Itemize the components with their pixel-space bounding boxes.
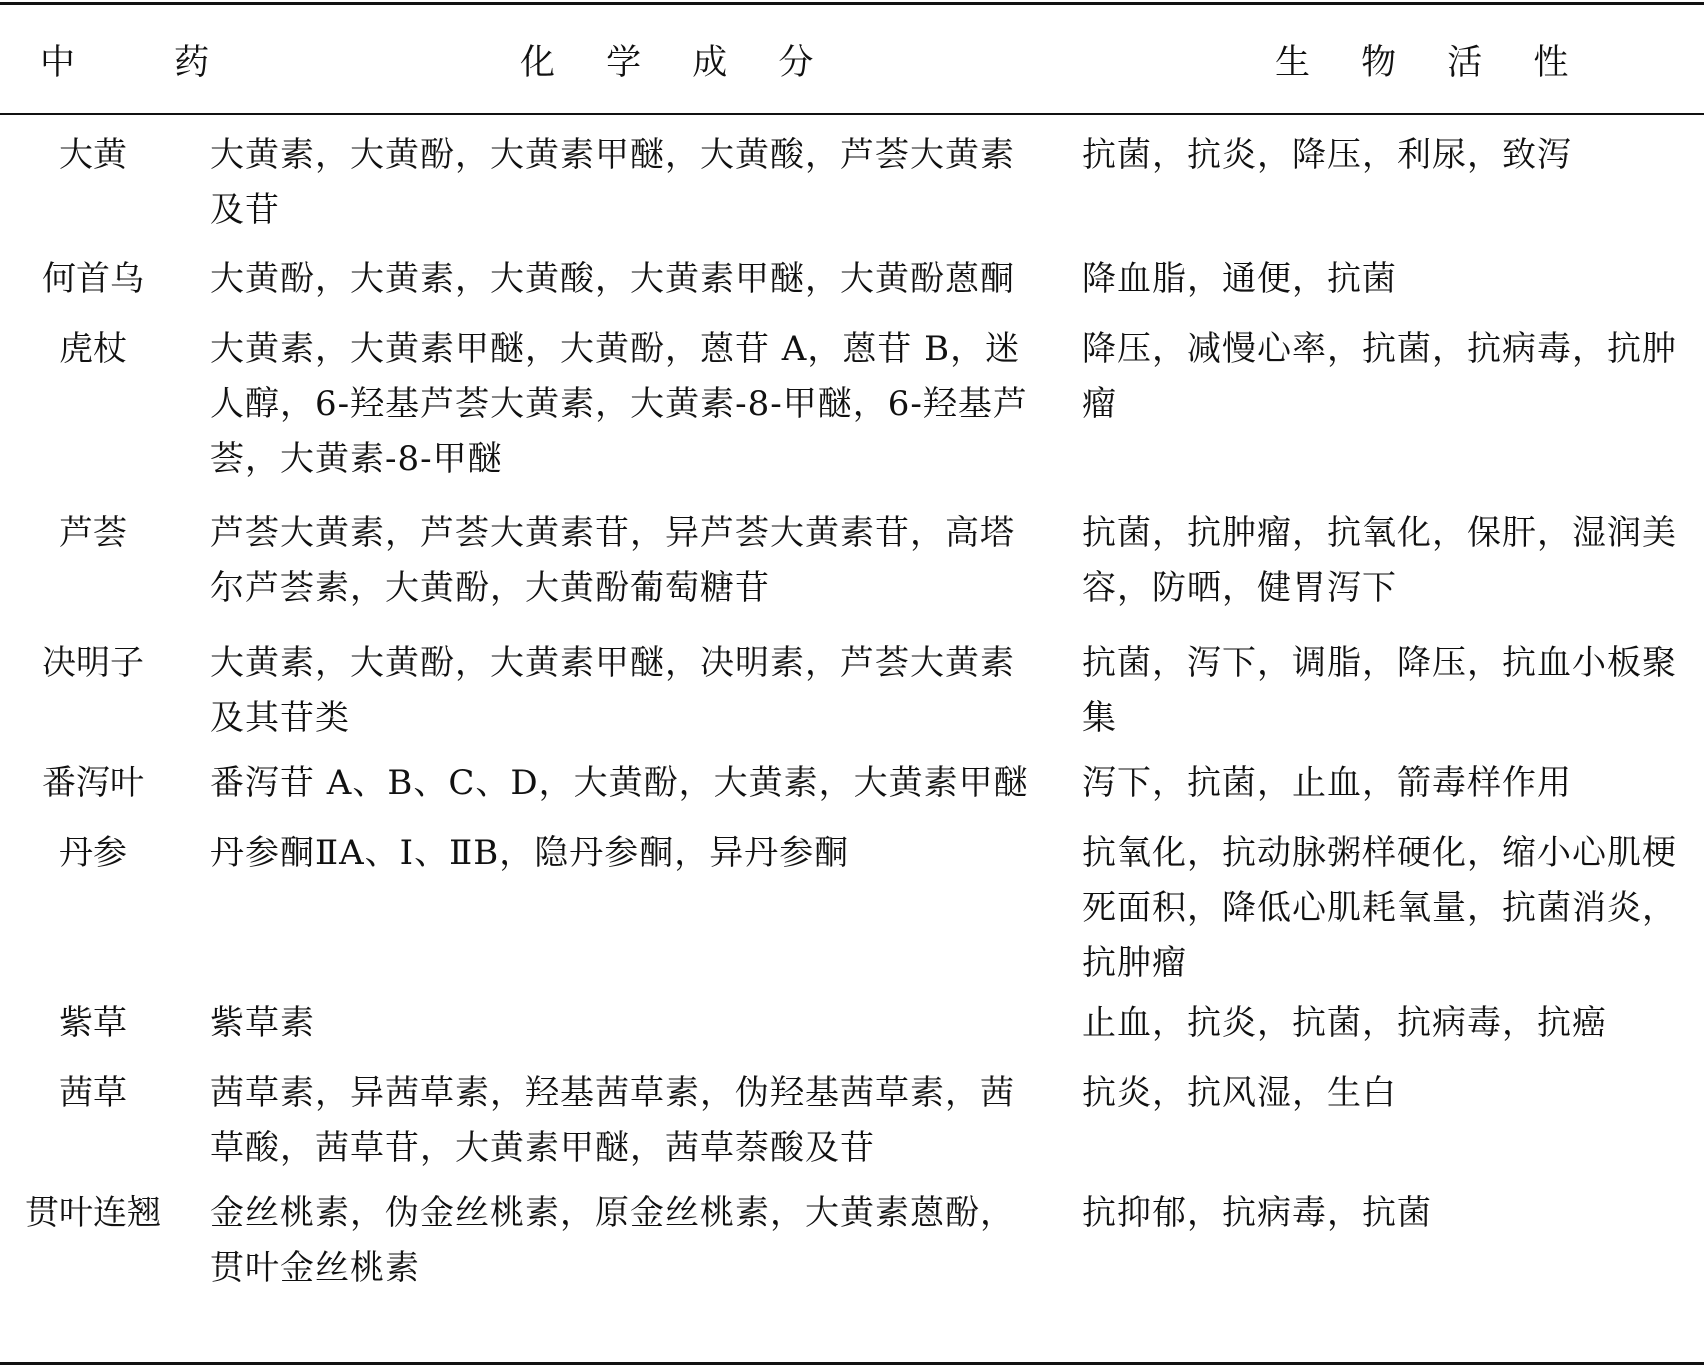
- chemical-components: 丹参酮ⅡA、Ⅰ、ⅡB，隐丹参酮，异丹参酮: [210, 833, 850, 873]
- table-bottom-rule: [0, 1362, 1704, 1365]
- header-activity: 生 物 活 性: [1275, 43, 1589, 83]
- herb-name: 茜草: [59, 1073, 127, 1113]
- herb-name: 贯叶连翘: [25, 1193, 161, 1233]
- table-row: [0, 636, 1704, 756]
- chemical-components: 大黄素，大黄酚，大黄素甲醚，大黄酸，芦荟大黄素及苷: [210, 135, 1015, 230]
- table-header-rule: [0, 113, 1704, 115]
- chemical-components: 大黄素，大黄酚，大黄素甲醚，决明素，芦荟大黄素及其苷类: [210, 643, 1015, 738]
- table-row: [0, 996, 1704, 1066]
- table-row: [0, 252, 1704, 322]
- biological-activity: 抗氧化，抗动脉粥样硬化，缩小心肌梗死面积，降低心肌耗氧量，抗菌消炎，抗肿瘤: [1082, 833, 1677, 983]
- table-row: [0, 506, 1704, 636]
- biological-activity: 抗抑郁，抗病毒，抗菌: [1082, 1193, 1432, 1233]
- biological-activity: 泻下，抗菌，止血，箭毒样作用: [1082, 763, 1572, 803]
- chemical-components: 紫草素: [210, 1003, 315, 1043]
- herb-name: 决明子: [42, 643, 144, 683]
- table-row: [0, 128, 1704, 252]
- chemical-components: 大黄酚，大黄素，大黄酸，大黄素甲醚，大黄酚蒽酮: [210, 259, 1015, 299]
- biological-activity: 降血脂，通便，抗菌: [1082, 259, 1397, 299]
- herb-name: 丹参: [59, 833, 127, 873]
- herb-name: 芦荟: [59, 513, 127, 553]
- chemical-components: 番泻苷 A、B、C、D，大黄酚，大黄素，大黄素甲醚: [210, 763, 1029, 803]
- table-row: [0, 826, 1704, 996]
- biological-activity: 抗炎，抗风湿，生白: [1082, 1073, 1397, 1113]
- herb-name: 番泻叶: [42, 763, 144, 803]
- header-herb: 中 药: [40, 43, 254, 83]
- chemical-components: 茜草素，异茜草素，羟基茜草素，伪羟基茜草素，茜草酸，茜草苷，大黄素甲醚，茜草萘酸及苷: [210, 1073, 1015, 1168]
- biological-activity: 止血，抗炎，抗菌，抗病毒，抗癌: [1082, 1003, 1607, 1043]
- table-row: [0, 1066, 1704, 1186]
- biological-activity: 抗菌，抗肿瘤，抗氧化，保肝，湿润美容，防晒，健胃泻下: [1082, 513, 1677, 608]
- table-row: [0, 322, 1704, 506]
- herb-name: 紫草: [59, 1003, 127, 1043]
- biological-activity: 抗菌，抗炎，降压，利尿，致泻: [1082, 135, 1572, 175]
- herb-name: 虎杖: [59, 329, 127, 369]
- herb-name: 大黄: [59, 135, 127, 175]
- header-components: 化 学 成 分: [520, 43, 834, 83]
- biological-activity: 降压，减慢心率，抗菌，抗病毒，抗肿瘤: [1082, 329, 1677, 424]
- chemical-components: 大黄素，大黄素甲醚，大黄酚，蒽苷 A，蒽苷 B，迷人醇，6-羟基芦荟大黄素，大黄素-8-甲醚，6-羟基芦荟，大黄素-8-甲醚: [210, 329, 1028, 479]
- table-body: [0, 128, 1704, 1296]
- table-top-rule: [0, 2, 1704, 5]
- table-row: [0, 1186, 1704, 1296]
- chemical-components: 芦荟大黄素，芦荟大黄素苷，异芦荟大黄素苷，高塔尔芦荟素，大黄酚，大黄酚葡萄糖苷: [210, 513, 1015, 608]
- chemical-components: 金丝桃素，伪金丝桃素，原金丝桃素，大黄素蒽酚，贯叶金丝桃素: [210, 1193, 1015, 1288]
- herb-name: 何首乌: [42, 259, 144, 299]
- table-row: [0, 756, 1704, 826]
- biological-activity: 抗菌，泻下，调脂，降压，抗血小板聚集: [1082, 643, 1677, 738]
